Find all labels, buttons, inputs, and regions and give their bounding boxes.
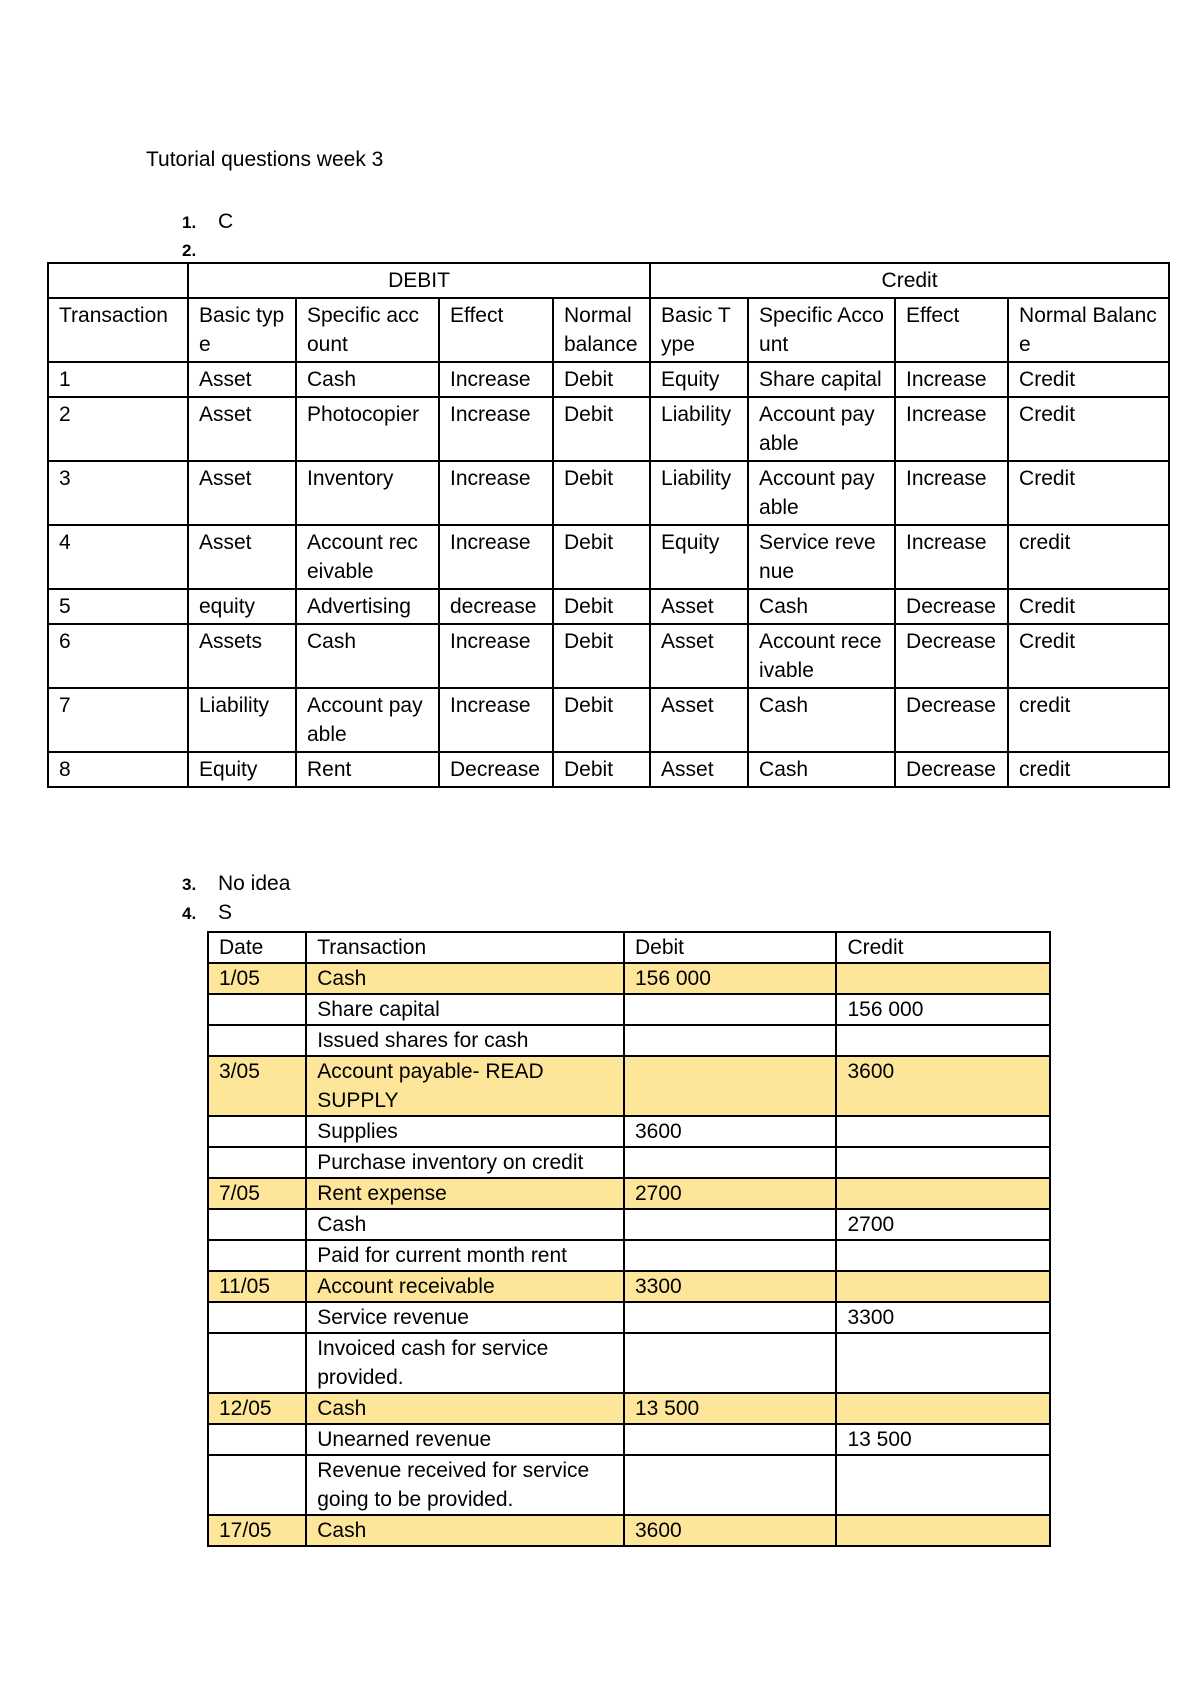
table-cell: Inventory [296, 461, 439, 525]
credit-cell [836, 1515, 1050, 1546]
table-row [48, 362, 1169, 397]
debit-cell: 2700 [624, 1178, 837, 1209]
transaction-cell: Issued shares for cash [306, 1025, 624, 1056]
table-cell: Asset [650, 752, 748, 787]
date-cell [208, 1147, 306, 1178]
transaction-cell: Service revenue [306, 1302, 624, 1333]
table-cell: Debit [553, 589, 650, 624]
journal-row [208, 1515, 1050, 1546]
debit-cell [624, 1302, 837, 1333]
table-cell: Increase [439, 525, 553, 589]
table-cell: Rent [296, 752, 439, 787]
date-cell: 1/05 [208, 963, 306, 994]
debit-cell [624, 1147, 837, 1178]
table-cell: Decrease [439, 752, 553, 787]
page-title: Tutorial questions week 3 [146, 148, 384, 171]
question-answer: No idea [218, 872, 291, 895]
table-cell: Credit [1008, 397, 1169, 461]
date-cell [208, 994, 306, 1025]
column-header: Debit [624, 932, 837, 963]
transaction-cell: Invoiced cash for service provided. [306, 1333, 624, 1393]
table-cell: decrease [439, 589, 553, 624]
table-cell: Increase [895, 461, 1008, 525]
column-header: Basic Type [650, 298, 748, 362]
table-cell: Cash [296, 362, 439, 397]
table-cell: Decrease [895, 752, 1008, 787]
table-cell: Decrease [895, 624, 1008, 688]
credit-cell: 2700 [836, 1209, 1050, 1240]
journal-row [208, 1455, 1050, 1515]
credit-cell: 13 500 [836, 1424, 1050, 1455]
credit-cell [836, 1455, 1050, 1515]
credit-cell [836, 1025, 1050, 1056]
question-3 [182, 872, 290, 896]
table-cell: credit [1008, 752, 1169, 787]
date-cell: 17/05 [208, 1515, 306, 1546]
question-number: 2. [182, 241, 197, 260]
journal-row [208, 1302, 1050, 1333]
transaction-cell: Cash [306, 1515, 624, 1546]
column-header: Date [208, 932, 306, 963]
table-cell: Increase [895, 362, 1008, 397]
table-cell: credit [1008, 688, 1169, 752]
column-header: Specific Account [748, 298, 895, 362]
table-cell: Assets [188, 624, 296, 688]
header-row [48, 298, 1169, 362]
table-cell: Asset [188, 525, 296, 589]
table-cell: 7 [48, 688, 188, 752]
debit-cell [624, 1424, 837, 1455]
table-cell: Share capital [748, 362, 895, 397]
journal-row [208, 1147, 1050, 1178]
transaction-cell: Cash [306, 1393, 624, 1424]
table-row [48, 688, 1169, 752]
journal-table [207, 931, 1051, 1547]
table-cell: Debit [553, 362, 650, 397]
credit-group-header: Credit [650, 263, 1169, 298]
table-cell: Advertising [296, 589, 439, 624]
table-cell: Equity [650, 525, 748, 589]
credit-cell [836, 963, 1050, 994]
table-cell: Cash [748, 688, 895, 752]
question-answer: S [218, 901, 233, 924]
table-row [48, 397, 1169, 461]
table-cell: equity [188, 589, 296, 624]
journal-row [208, 1333, 1050, 1393]
credit-cell [836, 1178, 1050, 1209]
table-cell: 5 [48, 589, 188, 624]
blank-cell [48, 263, 188, 298]
table-cell: Debit [553, 688, 650, 752]
date-cell [208, 1240, 306, 1271]
debit-cell [624, 1025, 837, 1056]
column-header: Normal Balance [1008, 298, 1169, 362]
column-header: Credit [836, 932, 1050, 963]
transaction-cell: Rent expense [306, 1178, 624, 1209]
transaction-cell: Unearned revenue [306, 1424, 624, 1455]
table-cell: Asset [650, 624, 748, 688]
table-cell: Increase [439, 397, 553, 461]
table-row [48, 752, 1169, 787]
transaction-cell: Purchase inventory on credit [306, 1147, 624, 1178]
table-cell: Cash [748, 752, 895, 787]
table-cell: 6 [48, 624, 188, 688]
table-cell: 4 [48, 525, 188, 589]
table-row [48, 525, 1169, 589]
table-row [48, 589, 1169, 624]
journal-row [208, 1240, 1050, 1271]
table-cell: Account payable [748, 461, 895, 525]
table-cell: 8 [48, 752, 188, 787]
question-answer: C [218, 210, 234, 233]
table-cell: Cash [748, 589, 895, 624]
question-4 [182, 901, 232, 925]
transaction-cell: Cash [306, 963, 624, 994]
table-cell: Credit [1008, 362, 1169, 397]
debit-cell: 3600 [624, 1515, 837, 1546]
table-cell: Account receivable [296, 525, 439, 589]
credit-cell [836, 1271, 1050, 1302]
table-row [48, 461, 1169, 525]
transaction-cell: Cash [306, 1209, 624, 1240]
table-cell: 3 [48, 461, 188, 525]
journal-row [208, 1116, 1050, 1147]
table-cell: Equity [650, 362, 748, 397]
column-header: Normal balance [553, 298, 650, 362]
journal-row [208, 1056, 1050, 1116]
debit-cell [624, 1455, 837, 1515]
table-cell: Debit [553, 752, 650, 787]
table-cell: Credit [1008, 589, 1169, 624]
table-cell: Decrease [895, 589, 1008, 624]
debit-cell: 156 000 [624, 963, 837, 994]
table-cell: Increase [439, 624, 553, 688]
group-header-row [48, 263, 1169, 298]
question-number: 1. [182, 213, 197, 232]
table-cell: Asset [650, 688, 748, 752]
transaction-analysis-table [47, 262, 1170, 788]
table-cell: Account receivable [748, 624, 895, 688]
credit-cell: 3600 [836, 1056, 1050, 1116]
transaction-cell: Account receivable [306, 1271, 624, 1302]
table-cell: Debit [553, 624, 650, 688]
debit-group-header: DEBIT [188, 263, 650, 298]
credit-cell [836, 1116, 1050, 1147]
transaction-cell: Share capital [306, 994, 624, 1025]
table-cell: Credit [1008, 461, 1169, 525]
debit-cell [624, 1240, 837, 1271]
table-cell: Cash [296, 624, 439, 688]
table-cell: 1 [48, 362, 188, 397]
credit-cell: 3300 [836, 1302, 1050, 1333]
table-cell: Increase [439, 688, 553, 752]
table-cell: Debit [553, 397, 650, 461]
column-header: Transaction [306, 932, 624, 963]
table-cell: Asset [650, 589, 748, 624]
transaction-cell: Revenue received for service going to be provided. [306, 1455, 624, 1515]
credit-cell: 156 000 [836, 994, 1050, 1025]
journal-row [208, 963, 1050, 994]
journal-row [208, 994, 1050, 1025]
table-cell: Liability [188, 688, 296, 752]
date-cell: 11/05 [208, 1271, 306, 1302]
date-cell [208, 1116, 306, 1147]
question-1 [182, 210, 233, 234]
table-cell: Equity [188, 752, 296, 787]
table-cell: Increase [895, 525, 1008, 589]
table-cell: Asset [188, 461, 296, 525]
journal-row [208, 1424, 1050, 1455]
credit-cell [836, 1240, 1050, 1271]
table-cell: Asset [188, 362, 296, 397]
journal-row [208, 1271, 1050, 1302]
table-cell: Liability [650, 397, 748, 461]
date-cell [208, 1455, 306, 1515]
question-2 [182, 238, 218, 262]
table-cell: Debit [553, 525, 650, 589]
table-cell: Photocopier [296, 397, 439, 461]
table-cell: Liability [650, 461, 748, 525]
debit-cell: 3300 [624, 1271, 837, 1302]
debit-cell: 13 500 [624, 1393, 837, 1424]
table-cell: Account payable [296, 688, 439, 752]
date-cell: 7/05 [208, 1178, 306, 1209]
question-number: 3. [182, 875, 197, 894]
journal-row [208, 1209, 1050, 1240]
table-cell: 2 [48, 397, 188, 461]
date-cell [208, 1333, 306, 1393]
date-cell: 12/05 [208, 1393, 306, 1424]
column-header: Effect [439, 298, 553, 362]
credit-cell [836, 1393, 1050, 1424]
debit-cell: 3600 [624, 1116, 837, 1147]
table-cell: Increase [895, 397, 1008, 461]
date-cell [208, 1209, 306, 1240]
table-cell: credit [1008, 525, 1169, 589]
table-cell: Decrease [895, 688, 1008, 752]
credit-cell [836, 1147, 1050, 1178]
debit-cell [624, 1056, 837, 1116]
table-cell: Service revenue [748, 525, 895, 589]
credit-cell [836, 1333, 1050, 1393]
header-row [208, 932, 1050, 963]
table-cell: Debit [553, 461, 650, 525]
table-cell: Asset [188, 397, 296, 461]
column-header: Specific account [296, 298, 439, 362]
date-cell [208, 1424, 306, 1455]
transaction-cell: Account payable- READ SUPPLY [306, 1056, 624, 1116]
table-row [48, 624, 1169, 688]
column-header: Effect [895, 298, 1008, 362]
transaction-cell: Supplies [306, 1116, 624, 1147]
table-cell: Credit [1008, 624, 1169, 688]
debit-cell [624, 994, 837, 1025]
date-cell [208, 1025, 306, 1056]
journal-row [208, 1178, 1050, 1209]
journal-row [208, 1025, 1050, 1056]
debit-cell [624, 1333, 837, 1393]
date-cell: 3/05 [208, 1056, 306, 1116]
column-header: Basic type [188, 298, 296, 362]
journal-row [208, 1393, 1050, 1424]
date-cell [208, 1302, 306, 1333]
transaction-cell: Paid for current month rent [306, 1240, 624, 1271]
table-cell: Account payable [748, 397, 895, 461]
debit-cell [624, 1209, 837, 1240]
column-header: Transaction [48, 298, 188, 362]
table-cell: Increase [439, 362, 553, 397]
question-number: 4. [182, 904, 197, 923]
table-cell: Increase [439, 461, 553, 525]
